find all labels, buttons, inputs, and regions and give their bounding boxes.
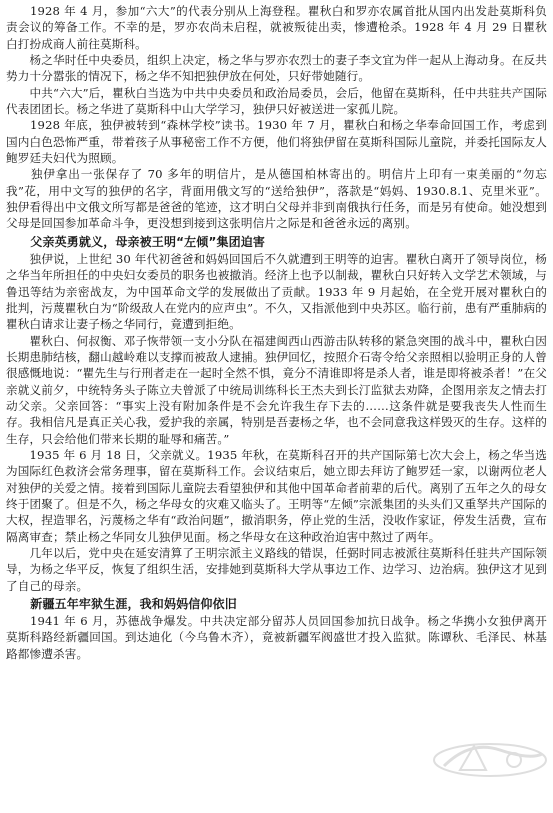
paragraph-10: 1941 年 6 月，苏德战争爆发。中共决定部分留苏人员回国参加抗日战争。杨之华携小女独伊离开莫斯科路经新疆回国。到达迪化（今乌鲁木齐），竟被新疆军阀盛世才投入监狱。陈谭秋、毛泽民、林基路都惨遭杀害。 — [6, 614, 547, 661]
paragraph-8: 1935 年 6 月 18 日，父亲就义。1935 年秋，在莫斯科召开的共产国际第七次大会上，杨之华当选为国际红色救济会常务理事，留在莫斯科工作。会议结束后，她立即去拜访了鲍罗廷一家，以谢两位老人对独伊的关爱之情。接着到国际儿童院去看望独伊和其他中国革命者前辈的后代。离别了五年之久的母女终于团聚了。但是不久，杨之华母女的灾难又临头了。王明等“左倾”宗派集团的头头们又重孥共产国际的大权，捏造罪名，污蔑杨之华有“政治问题”，撤消职务，停止党的生活，没收作家证，停发生活费，宣布隔离审查；禁止杨之华同女儿独伊见面。杨之华母女在这种政治迫害中熬过了两年。 — [6, 447, 547, 544]
paragraph-5: 独伊拿出一张保存了 70 多年的明信片，是从德国柏林寄出的。明信片上印有一束美丽的“勿忘我”花，用中文写的独伊的名字，背面用俄文写的“送给独伊”，落款是“妈妈、1930.8.1、克里米亚”。独伊看得出中文俄文所写都是爸爸的笔迹，这才明白父母并非到南俄执行任务，而是另有使命。她没想到父母是回国参加革命斗争，更没想到接到这张明信片之际是和爸爸永远的离别。 — [6, 167, 547, 231]
paragraph-7: 瞿秋白、何叔衡、邓子恢带领一支小分队在福建闽西山西游击队转移的紧急突围的战斗中，瞿秋白因长期患肺结核，翻山越岭难以支撑而被敌人逮捕。独伊回忆，按照介石寄令给父亲照相以验明正身的人曾很感慨地说：“瞿先生与行刑者走在一起时全然不惧，竟分不清谁即将是杀人者，谁是即将被杀者！”在父亲就义前夕，中统特务头子陈立夫曾派了中统局训练科长王杰夫到长汀监狱去劝降，企图用亲友之情去打动父亲。父亲回答：“事实上没有附加条件是不会允许我生存下去的……这条件就是要我丧失人性而生存。我相信凡是真正关心我，爱护我的亲属，特别是吾妻杨之华，也不会同意我这样毁灭的生存。这样的生存，只会给他们带来长期的耻辱和痛苦。” — [6, 333, 547, 446]
paragraph-1: 1928 年 4 月，参加“六大”的代表分别从上海登程。瞿秋白和罗亦农属首批从国内出发赴莫斯科负责会议的筹备工作。不幸的是，罗亦农尚未启程，就被叛徒出卖，惨遭枪杀。1928 年 4 月 29 日瞿秋白打扮成商人前往莫斯科。 — [6, 4, 547, 51]
paragraph-6: 独伊说，上世纪 30 年代初爸爸和妈妈回国后不久就遭到王明等的迫害。瞿秋白离开了领导岗位，杨之华当年所担任的中央妇女委员的职务也被撤消。经济上也予以制裁，瞿秋白只好转入文学艺术领域，与鲁迅等结为亲密战友，为中国革命文学的发展做出了贡献。1933 年 9 月起始，在全党开展对瞿秋白的批判，污蔑瞿秋白为“阶级敌人在党内的应声虫”。不久，又指派他到中央苏区。临行前，患有严重肺病的瞿秋白请求让妻子杨之华同行，竟遭到拒绝。 — [6, 251, 547, 332]
paragraph-9: 几年以后，党中央在延安清算了王明宗派主义路线的错误，任弼时同志被派往莫斯科任驻共产国际领导，为杨之华平反，恢复了组织生活，安排她到莫斯科大学从事边工作、边学习、边治病。独伊这才见到了自己的母亲。 — [6, 546, 547, 593]
paragraph-4: 1928 年底，独伊被转到“森林学校”读书。1930 年 7 月，瞿秋白和杨之华奉命回国工作，考虑到国内白色恐怖严重，带着孩子从事秘密工作不方便，他们将独伊留在莫斯科国际儿童院，并委托国际友人鲍罗廷夫妇代为照顾。 — [6, 118, 547, 166]
paragraph-2: 杨之华时任中央委员，组织上决定，杨之华与罗亦农烈士的妻子李文宜为伴一起从上海动身。在反共势力十分嚣张的情况下，杨之华不知把独伊放在何处，只好带她随行。 — [6, 53, 547, 84]
section-heading-1: 父亲英勇就义，母亲被王明“左倾”集团迫害 — [6, 234, 266, 249]
section-heading-2: 新疆五年牢狱生涯，我和妈妈信仰依旧 — [6, 597, 237, 612]
paragraph-3: 中共“六大”后，瞿秋白当选为中共中央委员和政治局委员，会后，他留在莫斯科，任中共驻共产国际代表团团长。杨之华进了莫斯科中山大学学习，独伊只好被送进一家孤儿院。 — [6, 85, 547, 117]
